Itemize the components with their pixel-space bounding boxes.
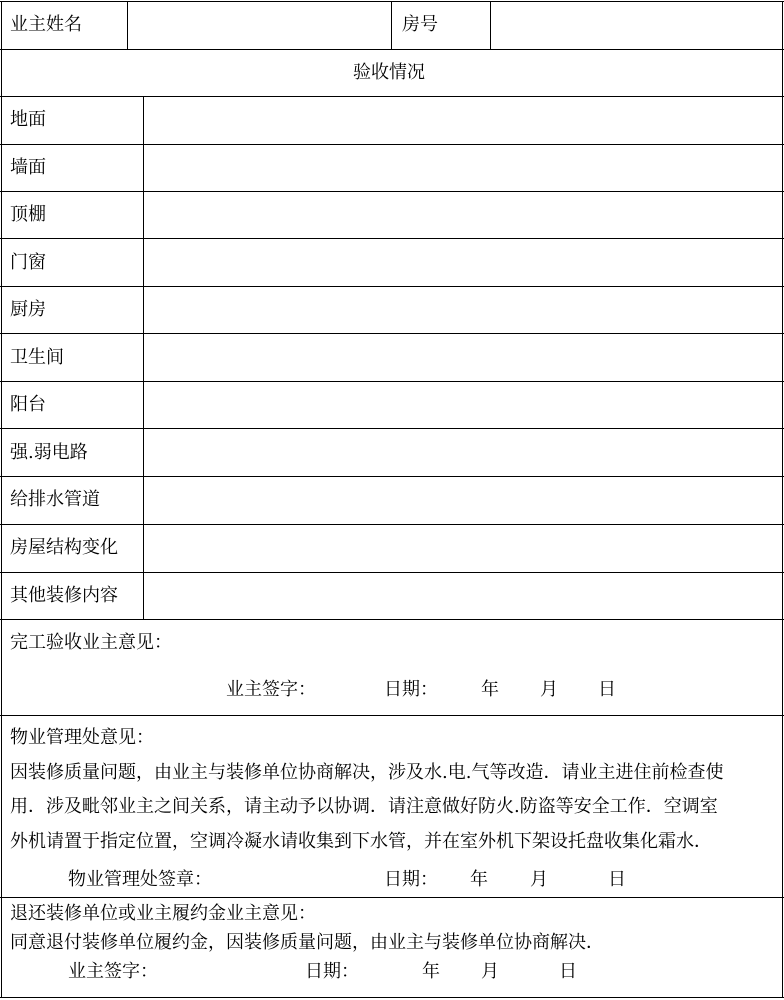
rule [1, 1, 2, 998]
inspection-item-label: 其他装修内容 [10, 585, 118, 606]
rule [782, 1, 783, 998]
inspection-item-label: 门窗 [10, 252, 46, 273]
property-opinion-line: 用．涉及毗邻业主之间关系，请主动予以协调．请注意做好防火.防盗等安全工作．空调室 [10, 796, 718, 817]
rule [0, 715, 784, 716]
owner-date-day: 日 [598, 679, 616, 700]
inspection-item-label: 地面 [10, 109, 46, 130]
room-number-label: 房号 [402, 14, 438, 35]
inspection-item-label: 墙面 [10, 157, 46, 178]
inspection-item-label: 阳台 [10, 394, 46, 415]
deposit-opinion-text: 同意退付装修单位履约金，因装修质量问题，由业主与装修单位协商解决． [10, 932, 604, 953]
rule [391, 1, 392, 49]
deposit-date-day: 日 [559, 961, 577, 982]
owner-opinion-title: 完工验收业主意见： [10, 632, 172, 653]
property-date-month: 月 [530, 869, 548, 890]
property-date-year: 年 [470, 869, 488, 890]
deposit-date-label: 日期： [305, 961, 359, 982]
rule [0, 286, 784, 287]
rule [0, 572, 784, 573]
rule [0, 997, 784, 998]
inspection-item-label: 卫生间 [10, 347, 64, 368]
rule [0, 381, 784, 382]
owner-name-label: 业主姓名 [10, 14, 82, 35]
rule [0, 238, 784, 239]
rule [0, 897, 784, 898]
property-opinion-line: 因装修质量问题，由业主与装修单位协商解决，涉及水.电.气等改造．请业主进住前检查使 [10, 762, 724, 783]
deposit-date-month: 月 [481, 961, 499, 982]
inspection-item-label: 强.弱电路 [10, 442, 88, 463]
inspection-item-label: 厨房 [10, 299, 46, 320]
rule [143, 96, 144, 619]
deposit-opinion-title: 退还装修单位或业主履约金业主意见： [10, 903, 316, 924]
rule [0, 96, 784, 97]
property-date-day: 日 [608, 869, 626, 890]
rule [0, 49, 784, 50]
rule [0, 619, 784, 620]
property-date-label: 日期： [384, 869, 438, 890]
owner-date-month: 月 [540, 679, 558, 700]
inspection-item-label: 顶棚 [10, 204, 46, 225]
rule [0, 428, 784, 429]
rule [0, 333, 784, 334]
rule [490, 1, 491, 49]
section-title: 验收情况 [353, 62, 425, 83]
property-opinion-line: 外机请置于指定位置，空调冷凝水请收集到下水管，并在室外机下架设托盘收集化霜水． [10, 831, 712, 852]
property-seal-label: 物业管理处签章： [68, 869, 212, 890]
owner-date-year: 年 [481, 679, 499, 700]
rule [0, 476, 784, 477]
inspection-item-label: 房屋结构变化 [10, 537, 118, 558]
rule [0, 191, 784, 192]
owner-date-label: 日期： [384, 679, 438, 700]
inspection-item-label: 给排水管道 [10, 489, 100, 510]
deposit-signature-label: 业主签字： [68, 961, 158, 982]
rule [0, 524, 784, 525]
owner-signature-label: 业主签字： [226, 679, 316, 700]
rule [0, 144, 784, 145]
deposit-date-year: 年 [422, 961, 440, 982]
property-opinion-title: 物业管理处意见： [10, 727, 154, 748]
rule [0, 1, 784, 2]
rule [127, 1, 128, 49]
